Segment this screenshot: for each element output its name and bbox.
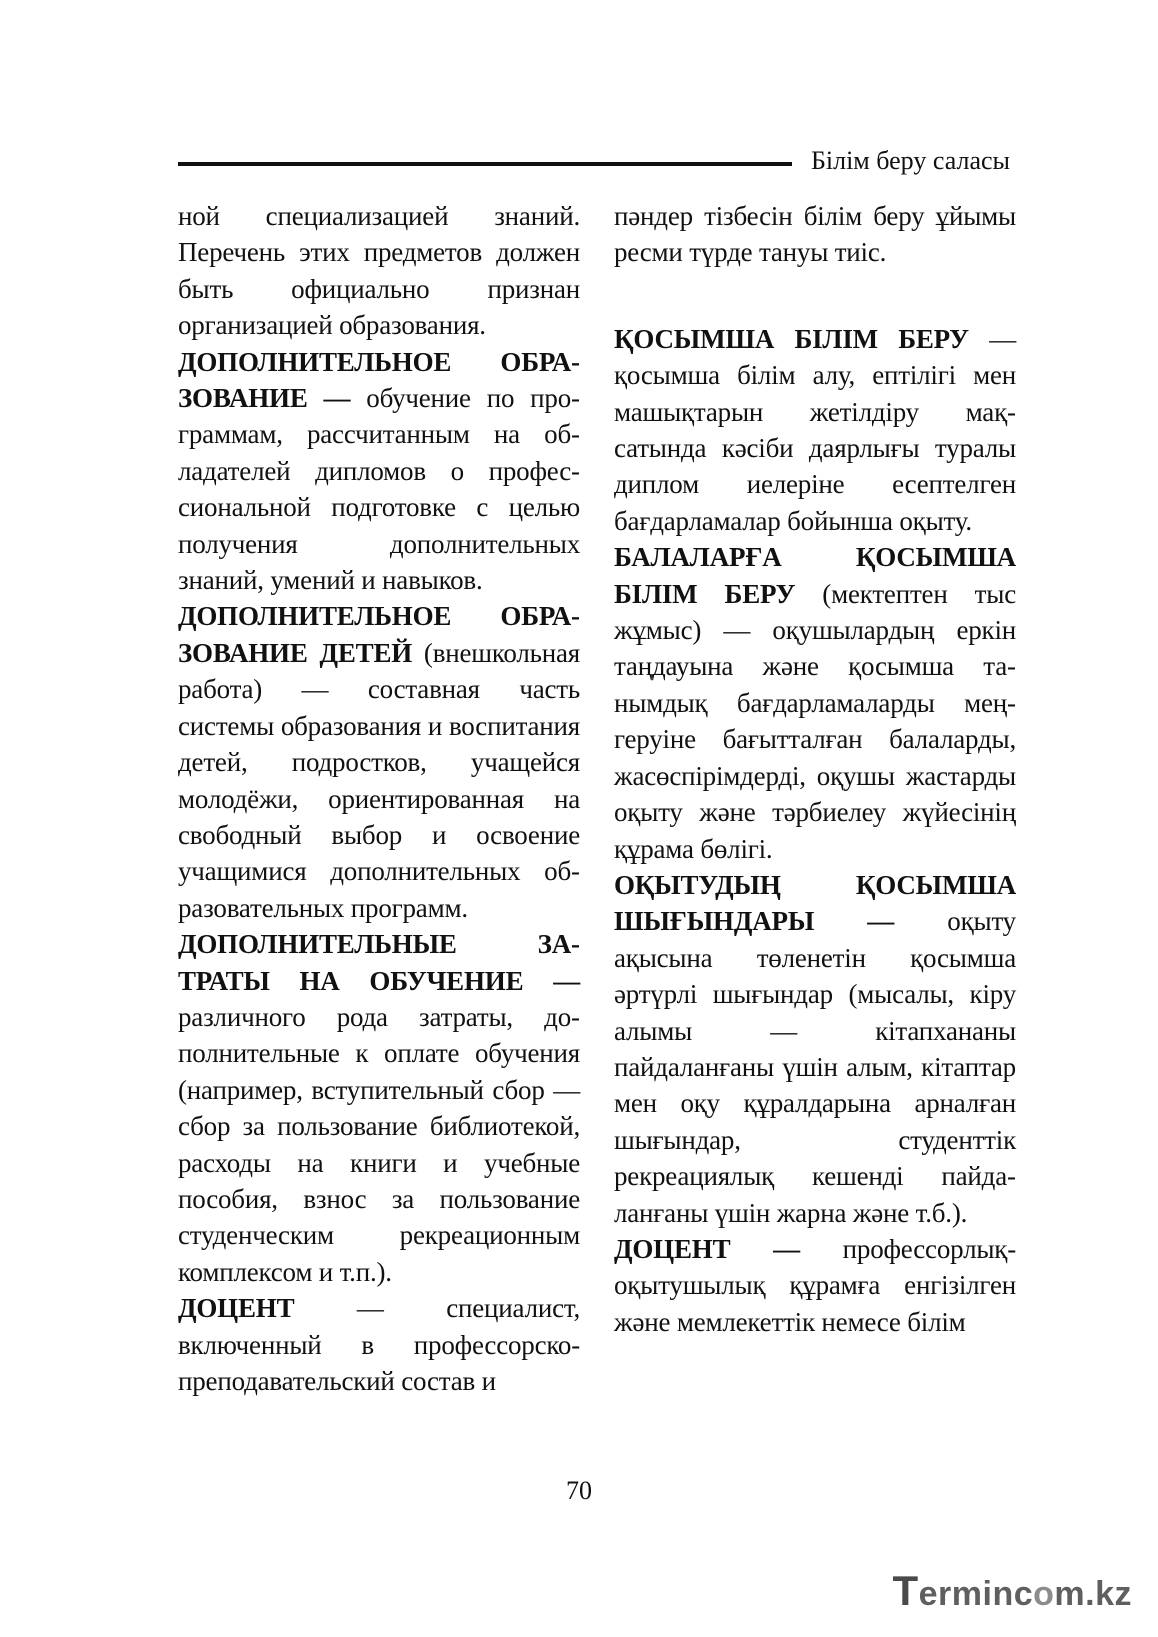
header-title: Білім беру саласы bbox=[810, 146, 1010, 175]
watermark-logo bbox=[892, 1567, 1132, 1615]
header-rule bbox=[178, 162, 792, 166]
left-entry-docent bbox=[178, 1290, 580, 1399]
entry-term: ДОПОЛНИТЕЛЬНОЕ ОБРАЗОВАНИЕ — bbox=[178, 346, 580, 414]
entry-definition: различного рода затраты, дополнительные к оплате обучения (например, вступительный сбор — сбор за пользование библиотекой, расходы на книги и учебные пособия, взнос за пользование студенческим рекреационным комплексом и т.п.). bbox=[178, 1001, 580, 1287]
entry-term: ДОПОЛНИТЕЛЬНЫЕ ЗАТРАТЫ НА ОБУЧЕНИЕ — bbox=[178, 929, 580, 996]
entry-term: ДОЦЕНТ — bbox=[614, 1233, 800, 1264]
left-entry-additional-education bbox=[178, 344, 580, 599]
entry-term: БАЛАЛАРҒА ҚОСЫМША БІЛІМ БЕРУ bbox=[614, 542, 1016, 609]
column-gap bbox=[614, 271, 1016, 321]
entry-definition: профессорлық-оқытушылық құрамға енгізілген және мемлекеттік немесе білім bbox=[614, 1233, 1017, 1337]
entry-definition: (мектептен тыс жұмыс) — оқушылардың еркін таңдауына және қосымша танымдық бағдарламаларды меңгеруіне бағытталған балаларды, жасөспірімдерді, оқушы жастарды оқыту және тәрбиелеу жүйесінің құрама бөлігі. bbox=[614, 578, 1016, 864]
entry-term: ҚОСЫМША БІЛІМ БЕРУ bbox=[614, 323, 969, 354]
entry-definition: — специалист, включенный в профессорско-преподавательский состав и bbox=[178, 1293, 580, 1396]
running-header bbox=[178, 146, 1010, 180]
watermark-letter-o: o bbox=[1033, 1575, 1055, 1613]
left-column bbox=[178, 198, 580, 1399]
entry-definition: (внешкольная работа) — составная часть системы образования и воспитания детей, подростков, учащейся молодёжи, ориентированная на свободный выбор и освоение учащимися дополнительных образовательных программ. bbox=[178, 637, 580, 923]
entry-term: ДОПОЛНИТЕЛЬНОЕ ОБРАЗОВАНИЕ ДЕТЕЙ bbox=[178, 601, 580, 668]
right-entry-additional-costs bbox=[614, 867, 1016, 1231]
page-number: 70 bbox=[566, 1476, 592, 1505]
entry-definition: оқыту ақысына төленетін қосымша әртүрлі шығындар (мысалы, кіру алымы — кітапхананы пайдаланғаны үшін алым, кітаптар мен оқу құралдарына арналған шығындар, студенттік рекреациялық кешенді пайдаланғаны үшін жарна және т.б.). bbox=[614, 906, 1016, 1228]
entry-term: ДОЦЕНТ bbox=[178, 1293, 295, 1324]
left-continuation-text: ной специализацией знаний. Перечень этих предметов должен быть официально признан организацией образования. bbox=[178, 201, 580, 341]
right-entry-additional-education bbox=[614, 321, 1016, 539]
watermark-letter-t: T bbox=[892, 1567, 919, 1614]
right-entry-additional-education-children bbox=[614, 539, 1016, 867]
entry-term: ОҚЫТУДЫҢ ҚОСЫМША ШЫҒЫНДАРЫ — bbox=[614, 869, 1016, 937]
left-entry-additional-costs bbox=[178, 926, 580, 1290]
entry-definition: обучение по программам, рассчитанным на обладателей дипломов о профессиональной подготовке с целью получения дополнительных знаний, умений и навыков. bbox=[178, 383, 580, 596]
right-entry-docent bbox=[614, 1231, 1016, 1340]
watermark-text-part1: erminc bbox=[918, 1575, 1034, 1613]
left-entry-additional-education-children bbox=[178, 598, 580, 926]
right-column bbox=[614, 198, 1016, 1340]
entry-definition: — қосымша білім алу, ептілігі мен машықтарын жетілдіру мақсатында кәсіби даярлығы туралы диплом иелеріне есептелген бағдарламалар бойынша оқыту. bbox=[614, 323, 1016, 536]
watermark-text-part2: m.kz bbox=[1054, 1575, 1132, 1613]
right-continuation-text: пәндер тізбесін білім беру ұйымы ресми түрде тануы тиіс. bbox=[614, 201, 1016, 268]
